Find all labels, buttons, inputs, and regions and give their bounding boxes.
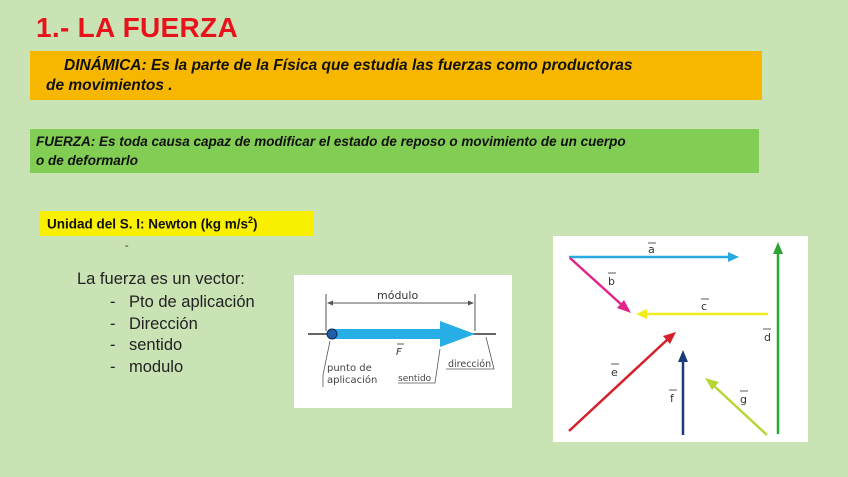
fuerza-line-2: o de deformarlo [36, 153, 139, 168]
vector-b [570, 258, 623, 306]
stray-dash: - [125, 240, 129, 252]
vector-e [569, 339, 668, 431]
force-label: F [396, 347, 402, 358]
page-title: 1.- LA FUERZA [36, 12, 238, 43]
unidad-si-box [40, 211, 314, 236]
punto-label-1: punto de [327, 363, 372, 374]
vector-b-label: b [608, 275, 615, 288]
unidad-exponent: 2 [248, 215, 254, 225]
vector-properties-list [110, 292, 255, 378]
punto-label-2: aplicación [327, 375, 378, 386]
modulo-label: módulo [377, 289, 419, 302]
fuerza-definition-box [30, 129, 759, 173]
dinamica-definition-box [30, 51, 762, 100]
force-arrow-head [440, 321, 475, 347]
vector-e-label: e [611, 366, 618, 379]
vector-intro: La fuerza es un vector: [77, 270, 245, 288]
unidad-text: Unidad del S. I: Newton (kg m/s [47, 216, 249, 232]
list-item: - modulo [110, 357, 184, 376]
list-item: - Dirección [110, 314, 198, 333]
dinamica-line-2: de movimientos . [46, 77, 173, 94]
fuerza-line-1: FUERZA: Es toda causa capaz de modificar el estado de reposo o movimiento de un cuerpo [36, 134, 626, 149]
unidad-close: ) [253, 216, 258, 232]
vector-f-label: f [670, 392, 674, 405]
application-point [327, 329, 337, 339]
vector-g-label: g [740, 393, 747, 406]
vector-parts-diagram [294, 275, 512, 408]
vector-c-label: c [701, 300, 708, 313]
sentido-label: sentido [398, 374, 432, 384]
list-item: - Pto de aplicación [110, 293, 255, 311]
direccion-label: dirección [448, 359, 492, 370]
vector-a-label: a [648, 243, 655, 256]
dinamica-line-1: DINÁMICA: Es la parte de la Física que estudia las fuerzas como productoras [64, 57, 633, 74]
force-arrow-shaft [332, 329, 446, 339]
list-item: - sentido [110, 336, 183, 354]
vectors-examples-diagram [553, 236, 808, 442]
vector-d-label: d [764, 331, 771, 344]
